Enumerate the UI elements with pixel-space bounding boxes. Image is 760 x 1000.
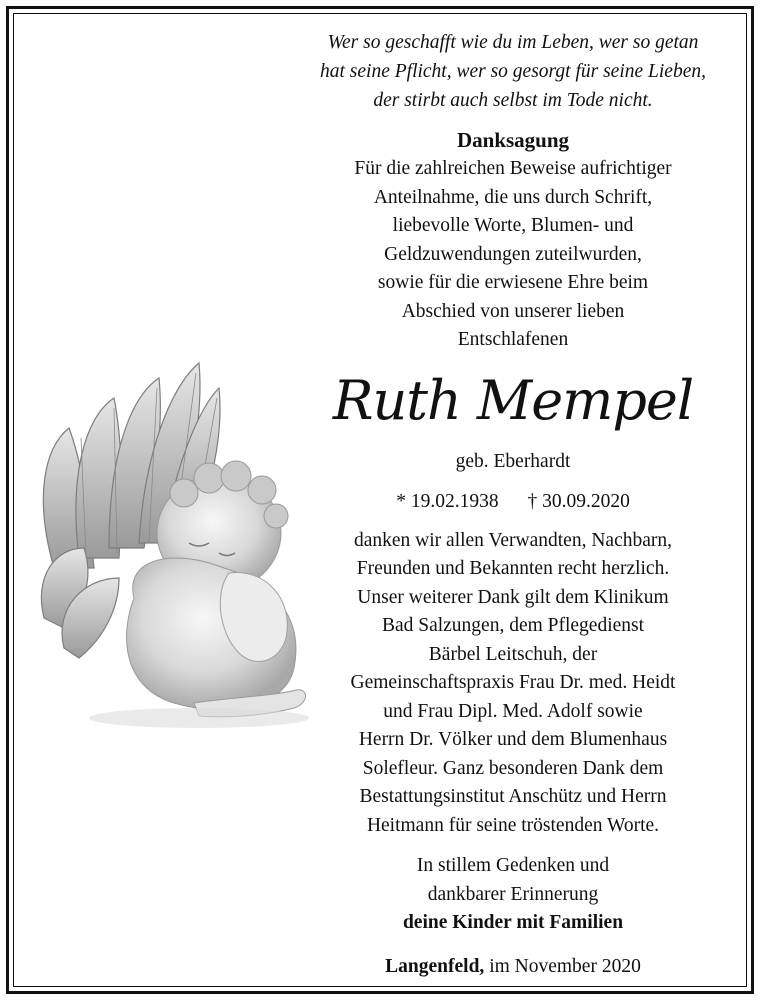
thanks-paragraph (300, 527, 726, 841)
birth-name: geb. Eberhardt (455, 450, 571, 472)
text-line: Freunden und Bekannten recht herzlich. (356, 558, 670, 579)
birth-date: * 19.02.1938 (396, 490, 499, 512)
text-line: Bestattungsinstitut Anschütz und Herrn (359, 786, 667, 807)
text-line: Bad Salzungen, dem Pflegedienst (381, 615, 645, 636)
deceased-name: Ruth Mempel (332, 368, 694, 432)
text-line: Unser weiterer Dank gilt dem Klinikum (357, 586, 669, 608)
place-and-date (300, 952, 726, 982)
place: Langenfeld, (385, 955, 485, 977)
text-line: sowie für die erwiesene Ehre beim (377, 272, 649, 293)
text-line: Für die zahlreichen Beweise aufrichtiger (354, 158, 672, 179)
poem-line: Wer so geschafft wie du im Leben, wer so getan (327, 32, 699, 53)
notice-heading: Danksagung (456, 128, 570, 152)
text-line: Bärbel Leitschuh, der (428, 643, 598, 665)
death-date: † 30.09.2020 (527, 490, 630, 512)
date: im November 2020 (484, 955, 641, 977)
text-line: Geldzuwendungen zuteilwurden, (384, 243, 642, 265)
signature: deine Kinder mit Familien (402, 912, 624, 933)
text-line: Anteilnahme, die uns durch Schrift, (373, 186, 653, 208)
text-line: dankbarer Erinnerung (427, 883, 599, 905)
text-line: Gemeinschaftspraxis Frau Dr. med. Heidt (350, 672, 676, 693)
text-line: Herrn Dr. Völker und dem Blumenhaus (358, 729, 668, 750)
text-line: Entschlafenen (457, 329, 569, 350)
text-line: danken wir allen Verwandten, Nachbarn, (353, 529, 673, 551)
angel-figure-illustration (24, 318, 314, 738)
text-line: Solefleur. Ganz besonderen Dank dem (362, 757, 664, 779)
text-line: liebevolle Worte, Blumen- und (392, 215, 634, 236)
poem-line: hat seine Pflicht, wer so gesorgt für seine Lieben, (320, 61, 706, 82)
notice-text-column (300, 28, 726, 982)
poem-line: der stirbt auch selbst im Tode nicht. (373, 90, 653, 111)
text-line: und Frau Dipl. Med. Adolf sowie (383, 700, 643, 722)
text-line: Heitmann für seine tröstenden Worte. (366, 814, 660, 836)
text-line: Abschied von unserer lieben (401, 300, 625, 322)
closing-lines (300, 852, 726, 938)
text-line: In stillem Gedenken und (416, 855, 610, 876)
memorial-poem (300, 28, 726, 115)
life-dates (300, 487, 726, 517)
intro-paragraph (300, 155, 726, 355)
